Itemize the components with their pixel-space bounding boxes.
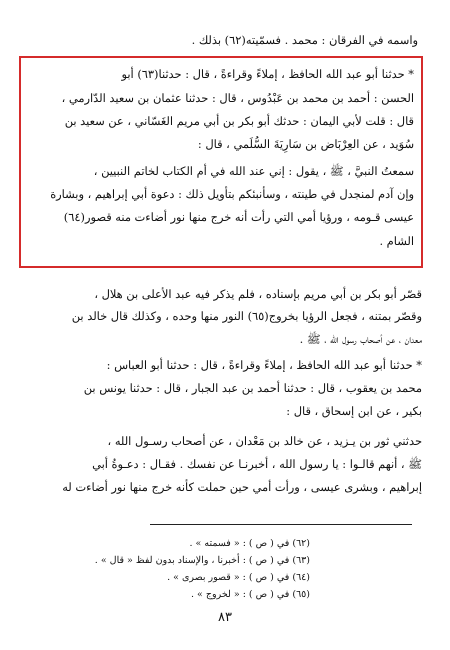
- body-line: محمد بن يعقوب ، قال : حدثنا أحمد بن عبد الجبار ، قال : حدثنا يونس بن: [83, 381, 422, 395]
- highlight-line: سمعتُ النبيَّ ، ﷺ ، يقول : إني عند الله في أم الكتاب لخاتم النبيين ،: [93, 164, 414, 178]
- highlight-line: الحسن : أحمد بن محمد بن عَبْدُوس ، قال : حدثنا عثمان بن سعيد الدّارمي ،: [61, 91, 414, 105]
- body-line: بكير ، عن ابن إسحاق ، قال :: [286, 404, 422, 418]
- body-line: إبراهيم ، وبشرى عيسى ، ورأت أمي حين حملت كأنه خرج منها نور أضاءت له: [62, 480, 422, 494]
- body-line: حدثني ثور بن يـزيد ، عن خالد بن مَعْدان ، عن أصحاب رسـول الله ،: [107, 434, 422, 448]
- highlight-line: الشام .: [379, 234, 414, 248]
- highlight-line: * حدثنا أبو عبد الله الحافظ ، إملاءً وقراءةً ، قال : حدثنا(٦٣) أبو: [121, 67, 414, 81]
- footnote-item: (٦٣) في ( ص ) : أخبرنا ، والإسناد بدون لفظ « قال » .: [94, 555, 310, 566]
- highlight-line: وإن آدم لمنجدل في طينته ، وسأنبئكم بتأويل ذلك : دعوة أبي إبراهيم ، وبشارة: [50, 187, 414, 201]
- highlight-line: سُوَيد ، عن العِرْبَاض بن سَارِيَةَ السُّلَمي ، قال :: [197, 137, 414, 151]
- body-line: ﷺ ، أنهم قالـوا : يا رسول الله ، أخبرنـا عن نفسك . فقـال : دعـوةُ أبي: [92, 457, 422, 471]
- highlight-line: عيسى قـومه ، ورؤيا أمي التي رأت أنه خرج منها نور أضاءت منه قصور(٦٤): [63, 210, 414, 224]
- highlight-line: قال : قلت لأبي اليمان : حدثك أبو بكر بن أبي مريم الغَسّاني ، عن سعيد بن: [64, 114, 414, 128]
- body-line: * حدثنا أبو عبد الله الحافظ ، إملاءً وقراءةً ، قال : حدثنا أبو العباس :: [106, 358, 422, 372]
- intro-line: واسمه في الفرقان : محمد . فسمّيته(٦٢) بذلك .: [191, 33, 418, 47]
- body-line: معدان ، عن أصحاب رسول الله ، ﷺ .: [299, 332, 422, 346]
- page-number: ٨٣: [218, 610, 232, 625]
- footnote-divider: [150, 524, 412, 525]
- footnote-item: (٦٤) في ( ص ) : « قصور بصرى » .: [167, 572, 310, 583]
- footnote-item: (٦٥) في ( ص ) : « لخروج » .: [190, 589, 310, 600]
- body-line: وقصّر بمتنه ، فجعل الرؤيا بخروج(٦٥) النور منها وحده ، وكذلك قال خالد بن: [71, 309, 422, 323]
- body-line: قصّر أبو بكر بن أبي مريم بإسناده ، فلم يذكر فيه عبد الأعلى بن هلال ،: [94, 287, 422, 301]
- footnote-item: (٦٢) في ( ص ) : « فسمته » .: [189, 538, 310, 549]
